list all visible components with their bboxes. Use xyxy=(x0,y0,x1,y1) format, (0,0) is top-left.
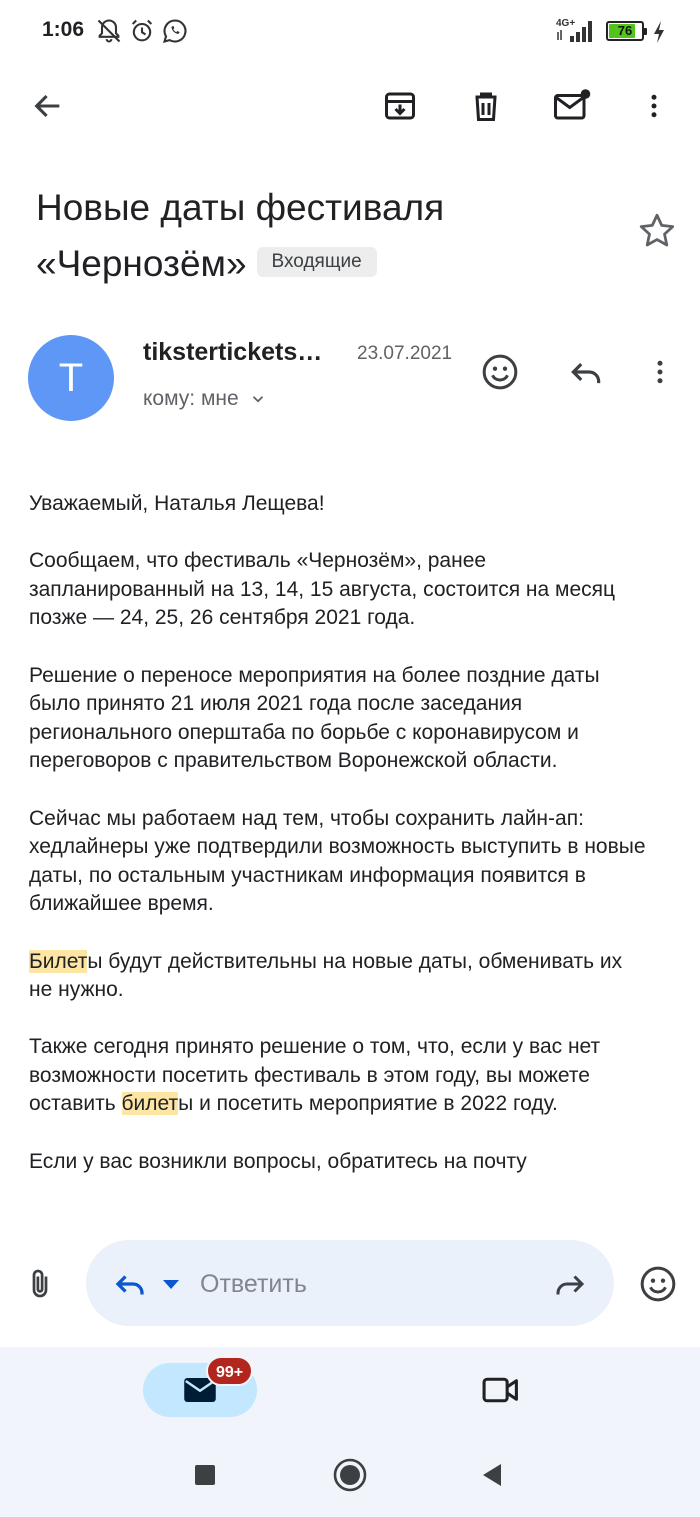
back-arrow-icon xyxy=(31,89,65,123)
delete-button[interactable] xyxy=(464,84,508,128)
more-vert-icon xyxy=(645,355,675,389)
attachment-icon xyxy=(22,1264,58,1304)
reply-input[interactable] xyxy=(200,1266,530,1302)
charging-icon xyxy=(652,20,666,49)
more-options-button[interactable] xyxy=(632,84,676,128)
home-circle-icon xyxy=(332,1457,368,1493)
body-text: ы и посетить мероприятие в 2022 году. xyxy=(178,1092,558,1116)
network-type-label: 4G+ xyxy=(556,18,576,29)
triangle-back-icon xyxy=(480,1462,504,1488)
body-paragraph: Решение о переносе мероприятия на более поздние даты было принято 21 июля 2021 года после заседания регионального оперштаба по борьбе с коронавирусом и переговоров с правительством Воронежской области. xyxy=(29,663,600,773)
caret-down-icon xyxy=(161,1277,181,1291)
attach-button[interactable] xyxy=(18,1262,62,1306)
chevron-down-icon xyxy=(249,390,267,408)
star-button[interactable] xyxy=(636,210,678,252)
sender-avatar[interactable]: T xyxy=(28,335,114,421)
signal-icon xyxy=(556,18,598,44)
more-vert-icon xyxy=(639,89,669,123)
status-bar xyxy=(0,0,700,62)
body-text: Также сегодня принято решение о том, что, если у вас нет возможности посетить фестиваль в этом году, вы можете оставить xyxy=(29,1035,601,1116)
recipient-label: кому: мне xyxy=(143,387,239,410)
body-text: ы будут действительны на новые даты, обменивать их не нужно. xyxy=(29,949,623,1002)
body-greeting: Уважаемый, Наталья Лещева! xyxy=(29,492,325,515)
alarm-icon xyxy=(128,17,156,50)
reply-mode-button[interactable] xyxy=(108,1262,152,1306)
recipient-details-toggle[interactable] xyxy=(143,387,267,411)
emoji-icon xyxy=(638,1264,678,1304)
reply-icon xyxy=(112,1266,148,1302)
archive-button[interactable] xyxy=(378,84,422,128)
whatsapp-icon xyxy=(161,17,189,50)
recent-apps-button[interactable] xyxy=(185,1455,225,1495)
message-more-button[interactable] xyxy=(638,350,682,394)
subject-text: Новые даты фестиваля «Чернозём» xyxy=(36,187,445,284)
forward-button[interactable] xyxy=(548,1262,592,1306)
back-button[interactable] xyxy=(26,84,70,128)
bell-off-icon xyxy=(95,17,123,50)
battery-percent: 76 xyxy=(617,23,633,38)
body-paragraph xyxy=(29,1033,649,1119)
message-toolbar xyxy=(0,70,700,142)
nav-meet-tab[interactable] xyxy=(476,1366,526,1414)
forward-icon xyxy=(552,1266,588,1302)
reply-button[interactable] xyxy=(564,350,608,394)
body-paragraph xyxy=(29,948,649,1005)
mark-unread-button[interactable] xyxy=(550,84,594,128)
archive-icon xyxy=(382,88,418,124)
message-subject xyxy=(36,180,616,292)
emoji-reaction-button[interactable] xyxy=(636,1262,680,1306)
system-back-button[interactable] xyxy=(472,1455,512,1495)
status-time: 1:06 xyxy=(42,18,85,41)
search-highlight: Билет xyxy=(29,949,88,973)
star-icon xyxy=(636,210,678,252)
search-highlight: билет xyxy=(121,1092,179,1116)
message-date: 23.07.2021 xyxy=(357,343,453,364)
reply-mode-dropdown[interactable] xyxy=(158,1272,184,1296)
mark-unread-icon xyxy=(552,88,592,124)
body-paragraph: Сейчас мы работаем над тем, чтобы сохранить лайн-ап: хедлайнеры уже подтвердили возможность выступить в новые даты, по остальным участникам информация появится в ближайшее время. xyxy=(29,806,646,916)
message-body xyxy=(29,490,649,1217)
body-paragraph: Сообщаем, что фестиваль «Чернозём», ранее запланированный на 13, 14, 15 августа, состоится на месяц позже — 24, 25, 26 сентября 2021 года. xyxy=(29,549,616,630)
unread-count-badge: 99+ xyxy=(206,1356,253,1386)
delete-icon xyxy=(468,88,504,124)
emoji-icon xyxy=(480,352,520,392)
reply-icon xyxy=(567,353,605,391)
video-camera-icon xyxy=(481,1374,521,1406)
home-button[interactable] xyxy=(330,1455,370,1495)
battery-icon xyxy=(606,21,644,41)
body-paragraph: Если у вас возникли вопросы, обратитесь на почту xyxy=(29,1149,527,1173)
add-reaction-button[interactable] xyxy=(478,350,522,394)
bottom-navigation xyxy=(0,1347,700,1433)
square-icon xyxy=(193,1463,217,1487)
inbox-label-chip[interactable]: Входящие xyxy=(257,247,377,277)
sender-name[interactable]: tikstertickets… xyxy=(143,338,323,366)
